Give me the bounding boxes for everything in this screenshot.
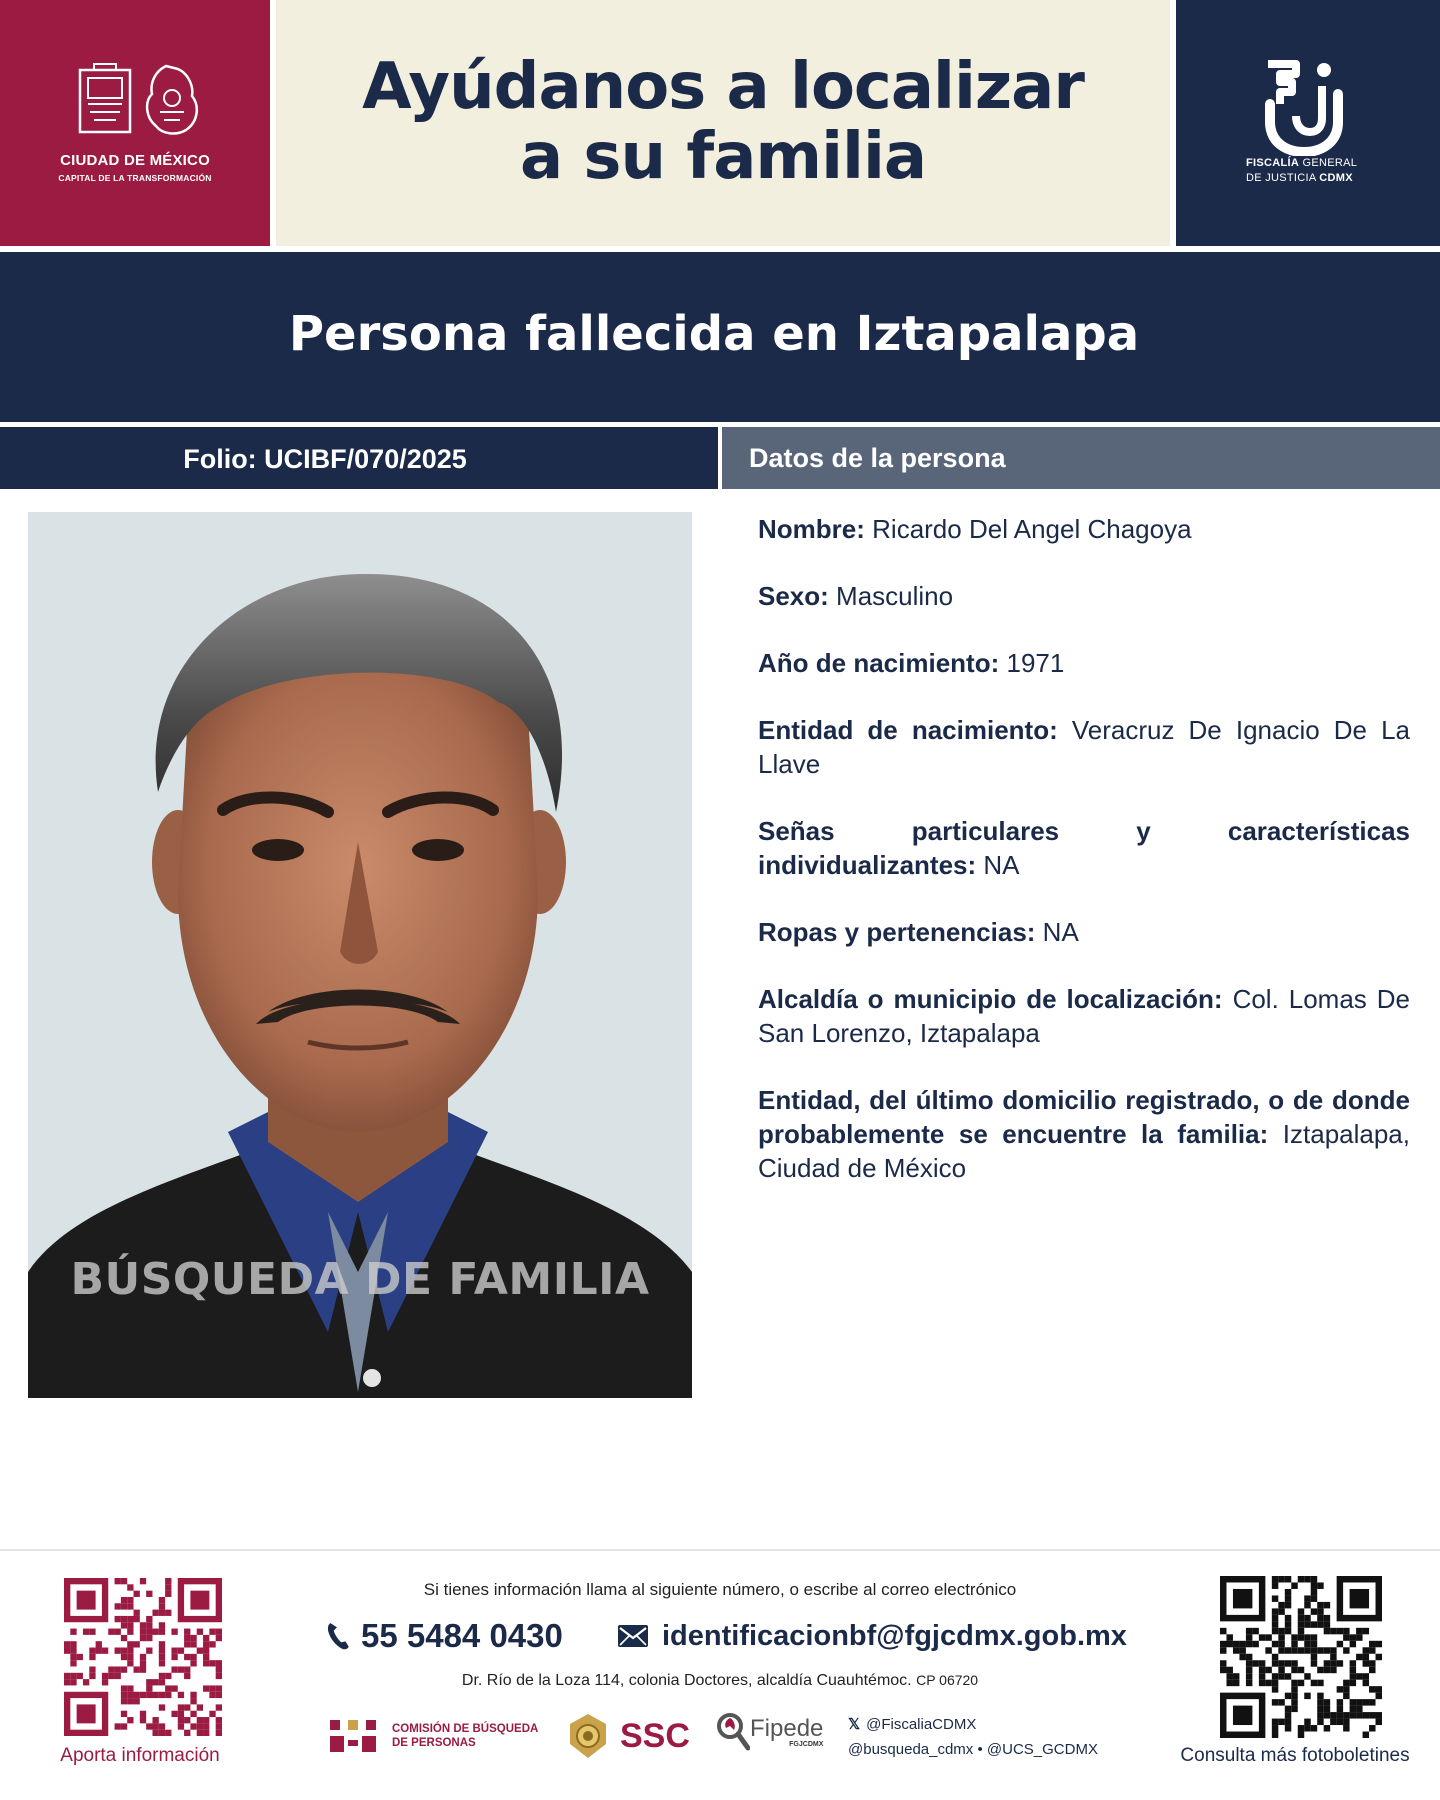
fipede-sub: FGJCDMX [789, 1740, 824, 1748]
fgj-logo-icon [1262, 60, 1346, 156]
field-senas-particulares [758, 814, 1410, 882]
headline-line-2: a su familia [519, 120, 927, 194]
contact-intro: Si tienes información llama al siguiente número, o escribe al correo electrónico [423, 1580, 1017, 1599]
address-text: Dr. Río de la Loza 114, colonia Doctores, alcaldía Cuauhtémoc. [461, 1672, 912, 1689]
person-details [758, 512, 1410, 1218]
fgj-name-line-2 [1246, 172, 1353, 184]
qr-right-caption: Consulta más fotoboletines [1180, 1745, 1410, 1766]
field-value: NA [1042, 917, 1079, 947]
field-entidad-nacimiento [758, 713, 1410, 781]
ssc-name: SSC [620, 1716, 690, 1755]
fipede-text-group [750, 1714, 824, 1748]
mail-icon [618, 1625, 648, 1647]
field-label: Señas particulares y características individualizantes: [758, 816, 1410, 880]
cbp-name [392, 1722, 538, 1750]
field-ultimo-domicilio [758, 1083, 1410, 1185]
cbp-logo [328, 1718, 538, 1754]
cbp-logo-icon [328, 1718, 380, 1754]
social-x-row[interactable] [848, 1712, 1098, 1737]
email-address[interactable]: identificacionbf@fgjcdmx.gob.mx [662, 1619, 1127, 1652]
qr-code-icon[interactable] [64, 1578, 222, 1736]
section-header [722, 427, 1440, 489]
cdmx-name: CIUDAD DE MÉXICO [60, 152, 210, 169]
headline-panel [276, 0, 1170, 246]
cdmx-coat-of-arms-icon [76, 62, 204, 142]
section-title: Datos de la persona [749, 443, 1006, 473]
cdmx-slogan: CAPITAL DE LA TRANSFORMACIÓN [58, 173, 212, 183]
folio-bar [0, 427, 718, 489]
office-address [300, 1672, 1140, 1690]
field-nombre [758, 512, 1410, 546]
field-label: Entidad, del último domicilio registrado, o de donde probablemente se encuentre la familia: [758, 1085, 1410, 1149]
headline [276, 52, 1170, 192]
field-value: Ricardo Del Angel Chagoya [872, 514, 1192, 544]
field-value: Col. Lomas De San Lorenzo, Iztapalapa [758, 984, 1410, 1048]
phone-icon [325, 1621, 351, 1651]
field-label: Alcaldía o municipio de localización: [758, 984, 1223, 1014]
field-alcaldia-localizacion [758, 982, 1410, 1050]
page-title: Persona fallecida en Iztapalapa [288, 306, 1140, 362]
field-label: Sexo: [758, 581, 829, 611]
title-band [0, 252, 1440, 422]
magnifier-icon [716, 1712, 750, 1752]
field-label: Ropas y pertenencias: [758, 917, 1036, 947]
phone-contact[interactable] [325, 1614, 563, 1658]
ssc-badge-icon [566, 1712, 610, 1760]
qr-code-icon[interactable] [1220, 1576, 1382, 1738]
cdmx-logo-panel [0, 0, 270, 246]
field-value: Iztapalapa, Ciudad de México [758, 1119, 1410, 1183]
social-handles [848, 1712, 1098, 1762]
social-handles-line-2[interactable]: @busqueda_cdmx • @UCS_GCDMX [848, 1741, 1098, 1758]
field-anio-nacimiento [758, 646, 1410, 680]
fgj-logo-panel [1176, 0, 1440, 246]
fgj-name-rest: GENERAL [1299, 157, 1358, 169]
field-ropas-pertenencias [758, 915, 1410, 949]
folio-number: Folio: UCIBF/070/2025 [183, 444, 467, 474]
ssc-logo [566, 1712, 690, 1760]
field-value: NA [983, 850, 1020, 880]
fgj-name-line-1 [1246, 157, 1357, 169]
qr-left-caption: Aporta información [60, 1745, 220, 1766]
x-icon: 𝕏 [848, 1716, 861, 1733]
email-contact[interactable] [618, 1614, 1127, 1658]
field-label: Año de nacimiento: [758, 648, 1000, 678]
cbp-name-line-1: COMISIÓN DE BÚSQUEDA [392, 1723, 539, 1735]
postal-code: CP 06720 [916, 1672, 979, 1688]
footer-divider [0, 1549, 1440, 1551]
field-label: Entidad de nacimiento: [758, 715, 1058, 745]
field-value: Masculino [836, 581, 954, 611]
field-value: 1971 [1006, 648, 1065, 678]
field-sexo [758, 579, 1410, 613]
social-x-handle[interactable]: @FiscaliaCDMX [866, 1716, 977, 1733]
fipede-name: Fipede [750, 1714, 824, 1742]
field-label: Nombre: [758, 514, 865, 544]
fgj-name-line2-bold: CDMX [1319, 172, 1353, 184]
fipede-logo [716, 1712, 823, 1752]
fgj-name-bold: FISCALÍA [1246, 157, 1300, 169]
photo-watermark: BÚSQUEDA DE FAMILIA [70, 1254, 650, 1305]
cbp-name-line-2: DE PERSONAS [392, 1737, 476, 1749]
phone-number[interactable]: 55 5484 0430 [361, 1617, 563, 1654]
person-photo [28, 512, 692, 1398]
field-value: Veracruz De Ignacio De La Llave [758, 715, 1411, 779]
fgj-name-line2-rest: DE JUSTICIA [1246, 172, 1320, 184]
header [0, 0, 1440, 246]
headline-line-1: Ayúdanos a localizar [362, 50, 1084, 124]
